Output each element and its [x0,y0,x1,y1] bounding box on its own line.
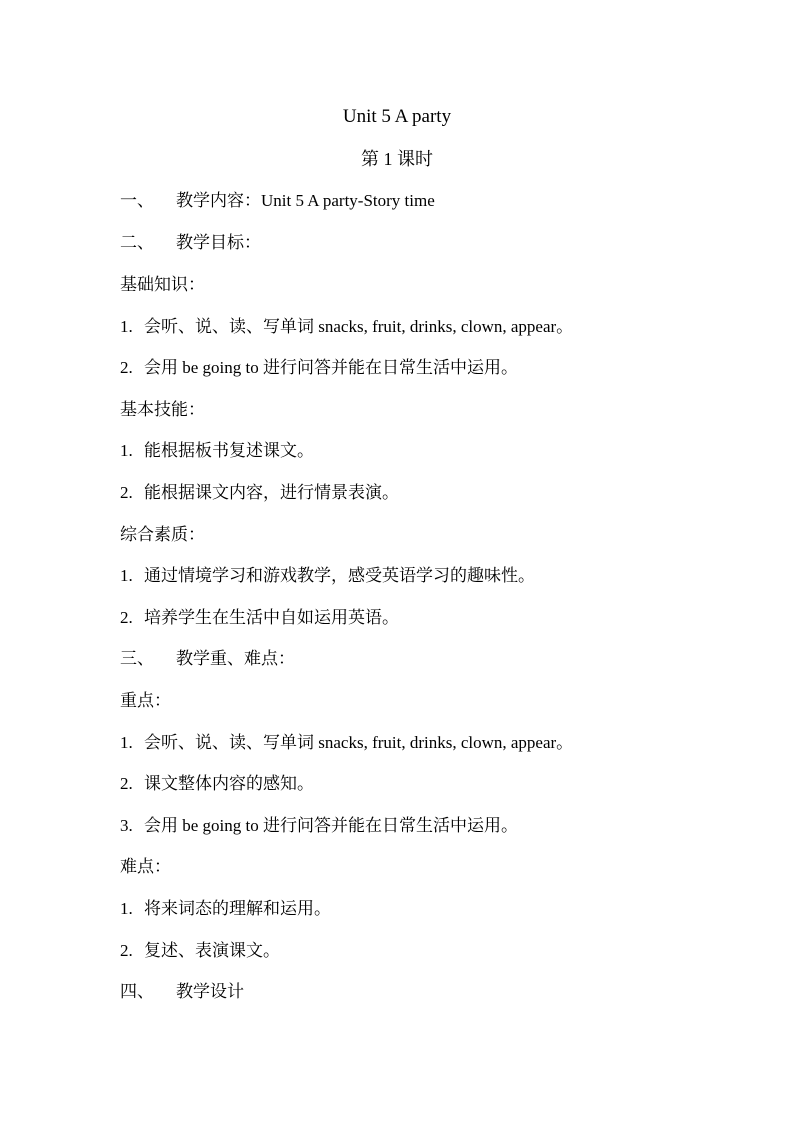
list-text: 会听、说、读、写单词 snacks, fruit, drinks, clown, appear。 [144,317,574,336]
list-number: 1. [120,441,133,460]
section-key-difficult-points [120,648,295,670]
list-item [120,565,535,587]
section-number: 三、 [120,649,154,668]
section-number: 二、 [120,233,154,252]
section-number: 一、 [120,191,154,210]
lesson-period: 第 1 课时 [361,149,433,169]
section-number: 四、 [120,982,154,1001]
key-points-heading: 重点： [120,691,171,710]
list-number: 1. [120,733,133,752]
section-text: 教学目标： [176,233,261,252]
basic-knowledge-heading: 基础知识： [120,275,205,294]
list-item [120,940,280,962]
list-number: 1. [120,899,133,918]
document-title: Unit 5 A party [342,106,452,127]
comprehensive-quality-heading: 综合素质： [120,525,205,544]
basic-skills-heading: 基本技能： [120,400,205,419]
list-text: 将来词态的理解和运用。 [144,899,331,918]
section-teaching-content [120,190,435,212]
section-teaching-design [120,981,244,1003]
section-text: 教学重、难点： [176,649,295,668]
list-text: 会用 be going to 进行问答并能在日常生活中运用。 [144,358,518,377]
list-item [120,440,314,462]
list-item [120,316,573,338]
list-item [120,482,399,504]
list-text: 会用 be going to 进行问答并能在日常生活中运用。 [144,816,518,835]
list-text: 能根据板书复述课文。 [144,441,314,460]
list-number: 1. [120,566,133,585]
list-number: 2. [120,483,133,502]
list-item [120,898,331,920]
list-text: 复述、表演课文。 [144,941,280,960]
list-item [120,815,518,837]
list-item [120,607,399,629]
list-text: 会听、说、读、写单词 snacks, fruit, drinks, clown, appear。 [144,733,574,752]
list-number: 2. [120,358,133,377]
list-item [120,773,314,795]
list-number: 3. [120,816,133,835]
list-text: 课文整体内容的感知。 [144,774,314,793]
list-item [120,732,573,754]
section-text: 教学内容：Unit 5 A party-Story time [176,191,435,210]
list-number: 2. [120,774,133,793]
list-text: 培养学生在生活中自如运用英语。 [144,608,399,627]
list-number: 1. [120,317,133,336]
difficult-points-heading: 难点： [120,857,171,876]
list-number: 2. [120,608,133,627]
list-item [120,357,518,379]
list-text: 通过情境学习和游戏教学，感受英语学习的趣味性。 [144,566,535,585]
list-number: 2. [120,941,133,960]
section-text: 教学设计 [176,982,244,1001]
section-teaching-objectives [120,232,261,254]
list-text: 能根据课文内容，进行情景表演。 [144,483,399,502]
